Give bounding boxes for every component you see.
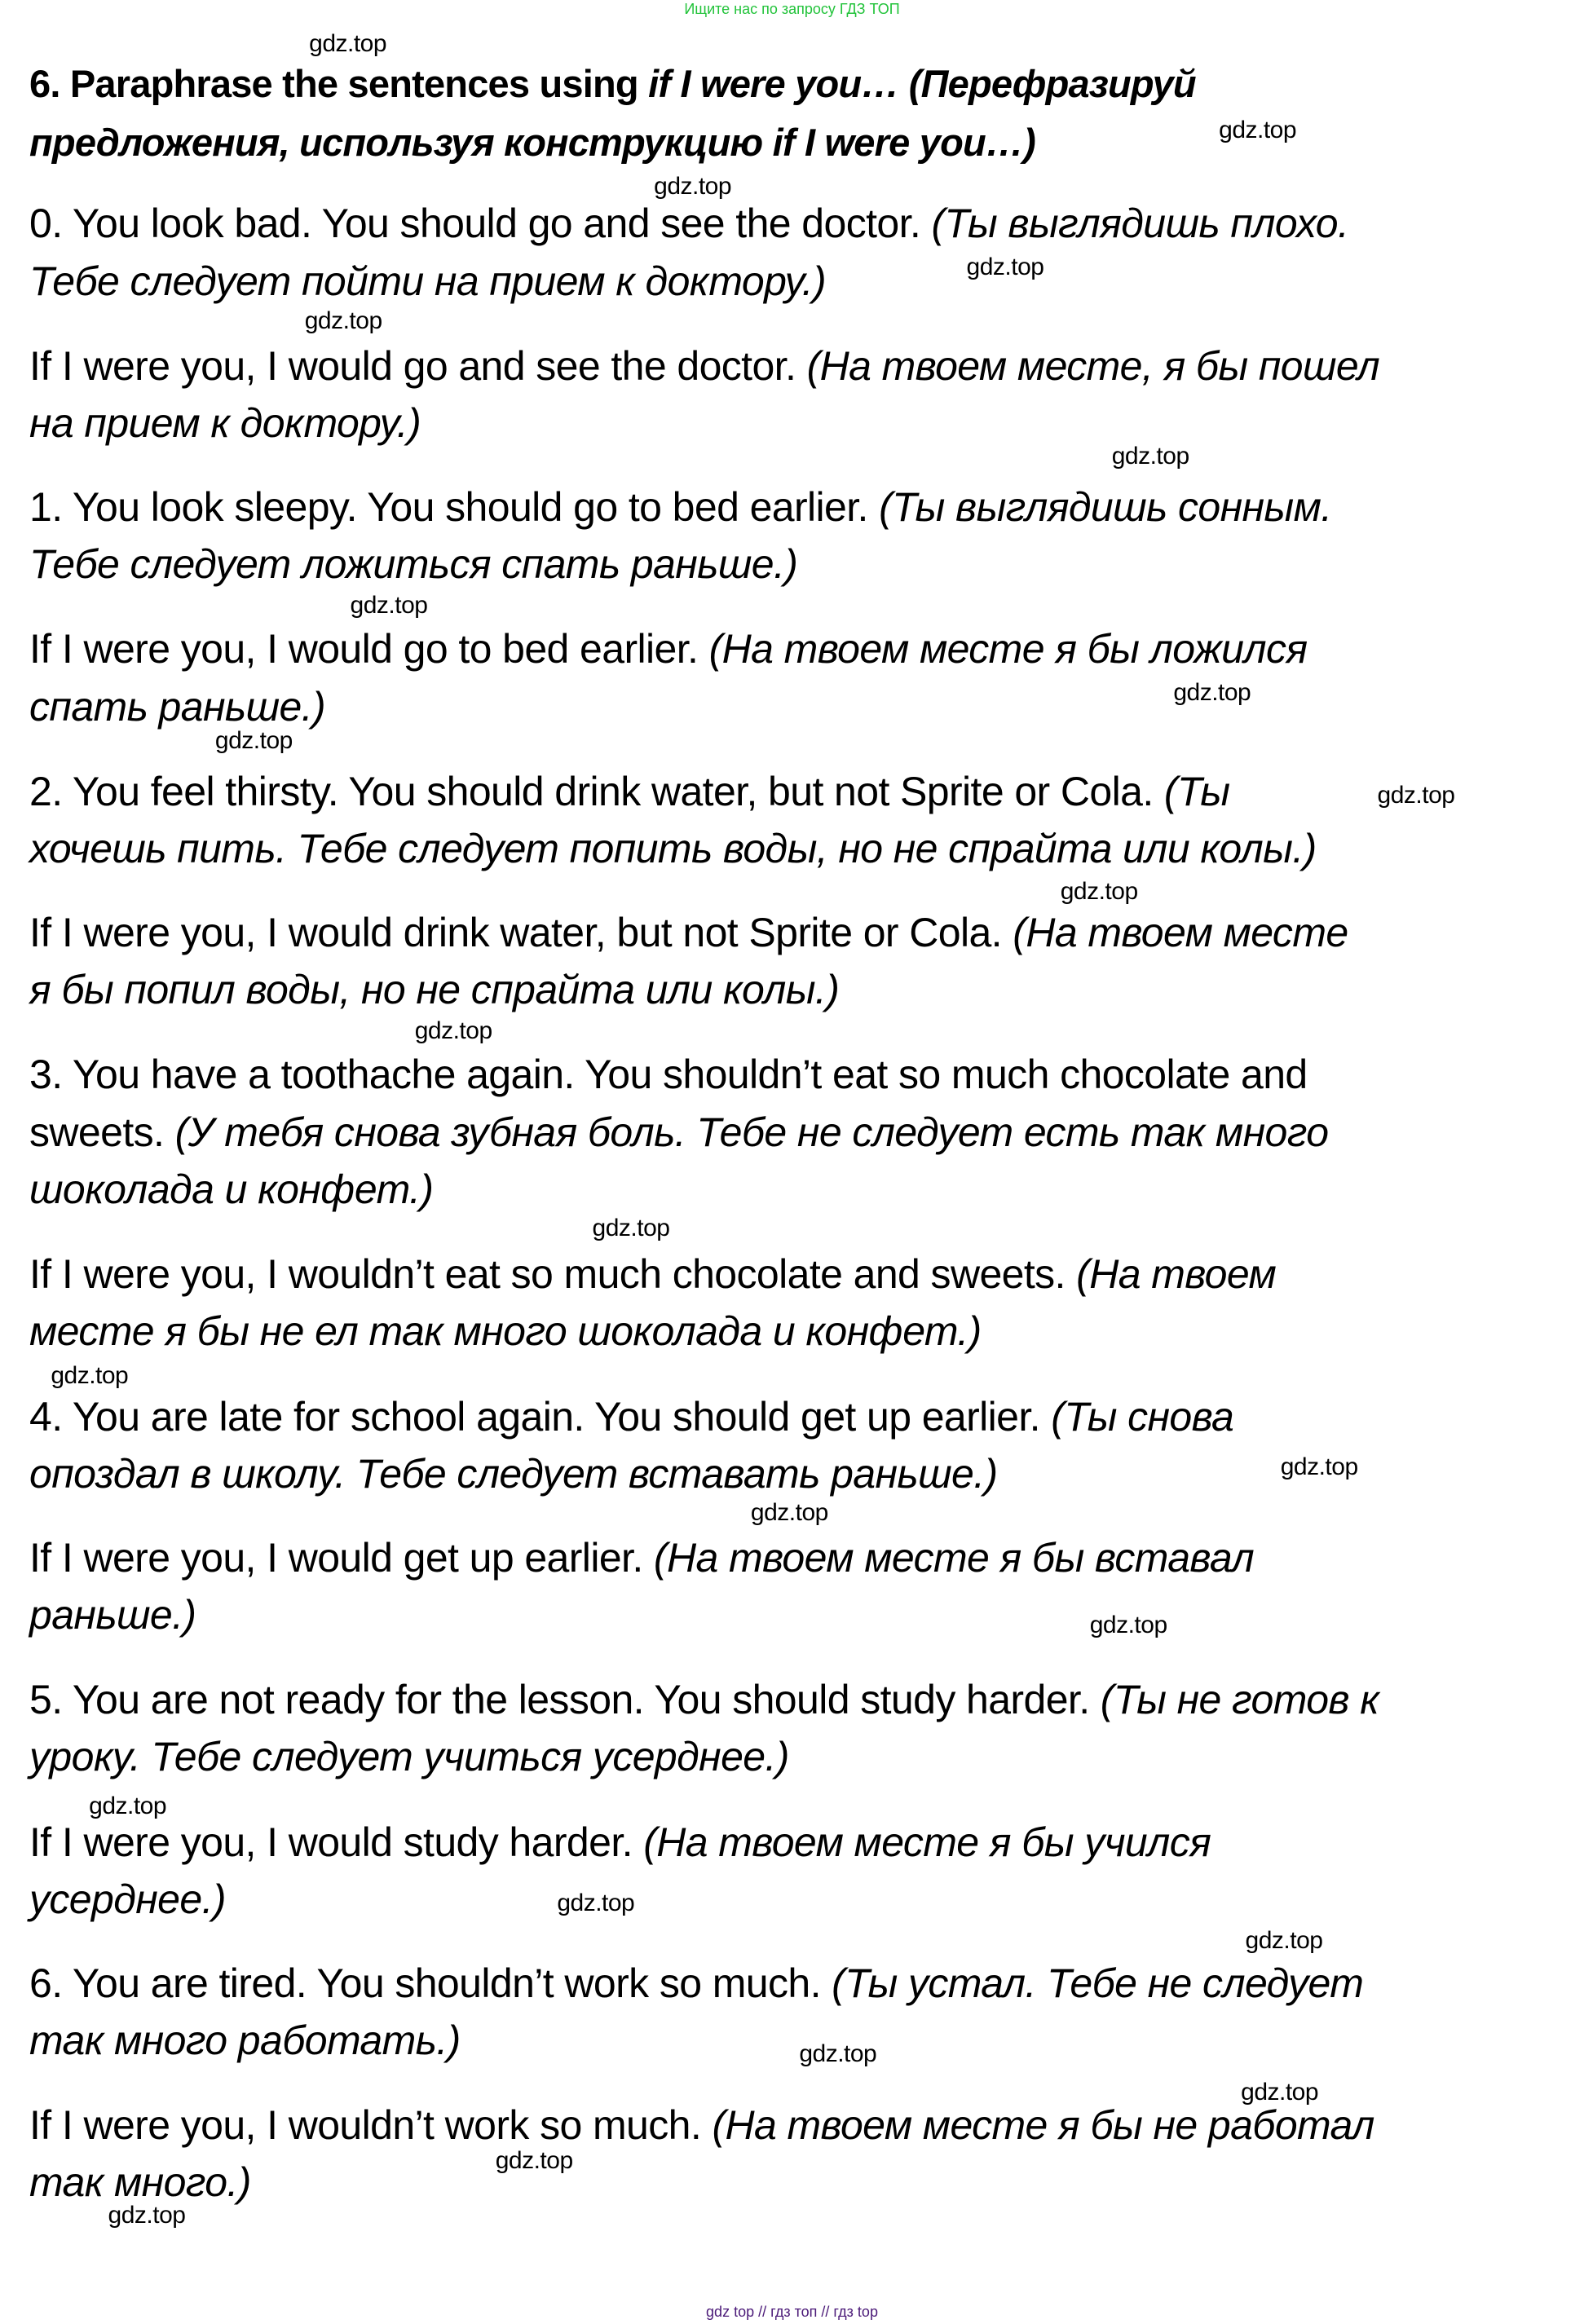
translation-text: опоздал в школу. Тебе следует вставать раньше.) [29, 1451, 998, 1497]
translation-text: так много.) [29, 2159, 251, 2206]
gdz-watermark: gdz.top [414, 1017, 492, 1045]
text-line [29, 536, 797, 593]
gdz-watermark: gdz.top [1060, 878, 1138, 906]
text-line [29, 820, 1317, 878]
gdz-watermark: gdz.top [1377, 781, 1455, 809]
english-text: If I were you, I would drink water, but not Sprite or Cola. [29, 909, 1013, 955]
gdz-watermark: gdz.top [966, 253, 1044, 280]
english-text: If I were you, I would go and see the doctor. [29, 343, 807, 389]
translation-text: (На твоем месте я бы учился [643, 1819, 1211, 1865]
translation-text: (Ты выглядишь плохо. [931, 201, 1349, 247]
gdz-watermark: gdz.top [750, 1498, 828, 1526]
text-line [29, 1303, 982, 1360]
text-line [29, 478, 1332, 536]
text-line [29, 195, 1348, 253]
gdz-watermark: gdz.top [1173, 678, 1251, 706]
translation-text: (На твоем месте, я бы пошел [806, 343, 1380, 389]
translation-text: (Ты выглядишь сонным. [879, 483, 1332, 530]
translation-text: Тебе следует пойти на прием к доктору.) [29, 258, 827, 304]
english-text: 4. You are late for school again. You should get up earlier. [29, 1393, 1052, 1440]
translation-text: спать раньше.) [29, 683, 326, 730]
translation-text: я бы попил воды, но не спрайта или колы.) [29, 967, 840, 1012]
translation-text: хочешь пить. Тебе следует попить воды, но не спрайта или колы.) [29, 826, 1317, 872]
text-line [29, 763, 1229, 821]
gdz-watermark: gdz.top [214, 727, 293, 754]
translation-text: уроку. Тебе следует учиться усерднее.) [29, 1734, 789, 1780]
text-line [29, 1728, 789, 1786]
gdz-watermark: gdz.top [89, 1792, 167, 1819]
gdz-watermark: gdz.top [1089, 1612, 1167, 1639]
gdz-watermark: gdz.top [1280, 1453, 1358, 1480]
gdz-watermark: gdz.top [654, 172, 732, 200]
english-text: sweets. [29, 1109, 175, 1155]
text-line [29, 253, 826, 311]
english-text: 6. You are tired. You shouldn’t work so much. [29, 1960, 832, 2006]
text-line [29, 961, 839, 1019]
english-text: 0. You look bad. You should go and see the doctor. [29, 201, 932, 247]
text-line [29, 620, 1307, 678]
translation-text: (Ты снова [1051, 1393, 1234, 1440]
text-line [29, 1388, 1233, 1446]
translation-text: (На твоем месте я бы не работал [712, 2102, 1374, 2149]
text-line [29, 337, 1379, 395]
exercise-title-line [29, 55, 1196, 112]
footer-watermark: gdz top // гдз топ // гдз top [706, 2304, 878, 2320]
translation-text: месте я бы не ел так много шоколада и конфет.) [29, 1308, 982, 1355]
gdz-watermark: gdz.top [51, 1362, 129, 1390]
english-text: 3. You have a toothache again. You shouldn’t eat so much chocolate and [29, 1052, 1308, 1098]
search-banner: Ищите нас по запросу ГДЗ ТОП [684, 1, 900, 17]
gdz-watermark: gdz.top [1241, 2078, 1319, 2106]
translation-text: if I were you… (Перефразируй [648, 61, 1196, 105]
text-line [29, 2097, 1374, 2154]
text-line [29, 2012, 461, 2070]
english-text: 1. You look sleepy. You should go to bed earlier. [29, 483, 880, 530]
gdz-watermark: gdz.top [309, 30, 387, 57]
text-line [29, 1445, 998, 1503]
gdz-watermark: gdz.top [592, 1214, 670, 1241]
translation-text: (На твоем месте я бы ложился [708, 626, 1308, 673]
english-text: If I were you, I would go to bed earlier. [29, 626, 709, 673]
translation-text: на прием к доктору.) [29, 400, 421, 447]
english-text: If I were you, I wouldn’t eat so much chocolate and sweets. [29, 1251, 1077, 1298]
translation-text: так много работать.) [29, 2017, 461, 2063]
text-line [29, 1046, 1308, 1104]
translation-text: (У тебя снова зубная боль. Тебе не следует есть так много [174, 1109, 1329, 1155]
gdz-watermark: gdz.top [350, 592, 428, 620]
gdz-watermark: gdz.top [1111, 442, 1189, 470]
text-line [29, 1586, 196, 1644]
gdz-watermark: gdz.top [799, 2040, 877, 2067]
exercise-title-line [29, 113, 1035, 171]
gdz-watermark: gdz.top [304, 307, 382, 335]
text-line [29, 904, 1348, 962]
translation-text: предложения, используя конструкцию if I were you…) [29, 120, 1035, 164]
translation-text: (Ты [1163, 769, 1230, 814]
gdz-watermark: gdz.top [108, 2202, 186, 2229]
gdz-watermark: gdz.top [1245, 1927, 1323, 1955]
english-text: If I were you, I would get up earlier. [29, 1534, 654, 1581]
translation-text: (На твоем месте [1013, 909, 1348, 955]
text-line [29, 1104, 1328, 1162]
text-line [29, 1671, 1379, 1729]
gdz-watermark: gdz.top [557, 1889, 635, 1916]
translation-text: шоколада и конфет.) [29, 1166, 434, 1212]
english-text: If I were you, I would study harder. [29, 1819, 644, 1865]
english-text: 5. You are not ready for the lesson. You should study harder. [29, 1677, 1101, 1723]
english-text: 6. Paraphrase the sentences using [29, 61, 649, 105]
translation-text: усерднее.) [29, 1876, 226, 1922]
translation-text: (На твоем месте я бы вставал [653, 1534, 1255, 1581]
text-line [29, 1161, 433, 1219]
gdz-watermark: gdz.top [1219, 117, 1297, 144]
gdz-watermark: gdz.top [495, 2147, 573, 2175]
text-line [29, 1246, 1276, 1303]
text-line [29, 1955, 1363, 2013]
text-line [29, 395, 421, 452]
translation-text: (Ты не готов к [1100, 1677, 1379, 1723]
text-line [29, 1814, 1211, 1872]
translation-text: Тебе следует ложиться спать раньше.) [29, 541, 798, 587]
translation-text: раньше.) [29, 1591, 196, 1638]
text-line [29, 1529, 1254, 1587]
english-text: If I were you, I wouldn’t work so much. [29, 2102, 713, 2149]
translation-text: (На твоем [1076, 1251, 1277, 1298]
translation-text: (Ты устал. Тебе не следует [832, 1960, 1364, 2006]
text-line [29, 1871, 226, 1929]
english-text: 2. You feel thirsty. You should drink water, but not Sprite or Cola. [29, 769, 1164, 814]
